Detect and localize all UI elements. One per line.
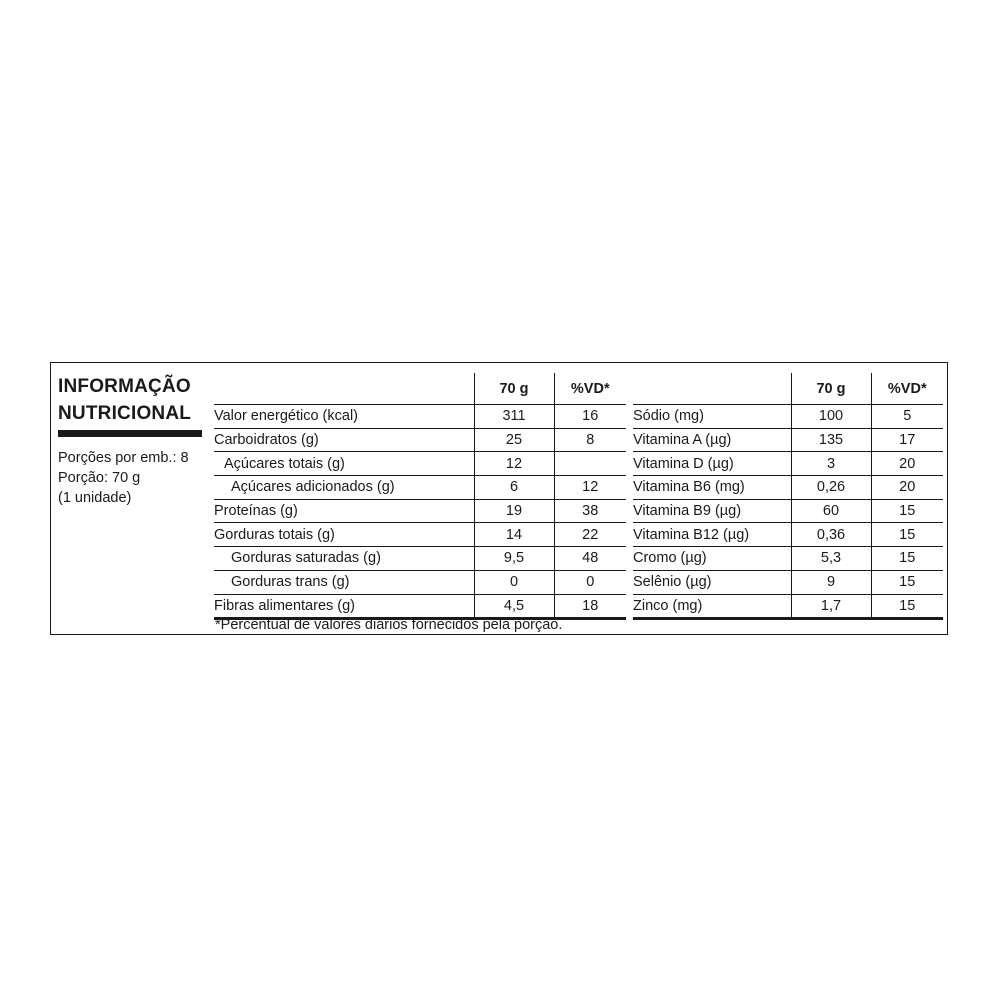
table-row [214, 499, 626, 523]
table-row [633, 428, 943, 452]
nutrient-dv: 17 [871, 428, 943, 452]
nutrient-name: Cromo (µg) [633, 547, 791, 571]
nutrient-amount: 1,7 [791, 594, 871, 619]
nutrient-dv: 15 [871, 570, 943, 594]
nutrient-amount: 60 [791, 499, 871, 523]
nutrient-amount: 135 [791, 428, 871, 452]
nutrient-name: Proteínas (g) [214, 499, 474, 523]
nutrient-name: Sódio (mg) [633, 405, 791, 429]
table-row [633, 523, 943, 547]
nutrition-title-line2: NUTRICIONAL [58, 403, 192, 424]
header-blank-cell [214, 373, 474, 405]
servings-per-package: Porções por emb.: 8 [58, 450, 189, 466]
nutrient-name: Valor energético (kcal) [214, 405, 474, 429]
nutrient-amount: 6 [474, 476, 554, 500]
nutrient-name: Selênio (µg) [633, 570, 791, 594]
nutrient-table-right [633, 373, 943, 620]
header-blank-cell [633, 373, 791, 405]
nutrient-dv: 8 [554, 428, 626, 452]
nutrient-table-left [214, 373, 626, 620]
nutrient-name: Zinco (mg) [633, 594, 791, 619]
nutrition-facts-panel [50, 362, 948, 635]
nutrient-dv: 22 [554, 523, 626, 547]
nutrient-name: Açúcares totais (g) [214, 452, 474, 476]
nutrient-amount: 9,5 [474, 547, 554, 571]
table-row [214, 428, 626, 452]
header-amount: 70 g [474, 373, 554, 405]
nutrient-dv: 0 [554, 570, 626, 594]
nutrient-dv: 18 [554, 594, 626, 619]
header-dv: %VD* [554, 373, 626, 405]
nutrient-dv: 38 [554, 499, 626, 523]
table-row [214, 452, 626, 476]
nutrient-amount: 19 [474, 499, 554, 523]
nutrient-dv: 15 [871, 594, 943, 619]
nutrient-amount: 25 [474, 428, 554, 452]
nutrient-dv [554, 452, 626, 476]
table-header-row [633, 373, 943, 405]
nutrition-header-block [58, 373, 208, 508]
nutrient-dv: 15 [871, 523, 943, 547]
table-row [214, 523, 626, 547]
nutrient-dv: 15 [871, 499, 943, 523]
nutrient-name: Vitamina B12 (µg) [633, 523, 791, 547]
table-row [633, 405, 943, 429]
serving-size: Porção: 70 g [58, 470, 141, 486]
nutrient-name: Vitamina D (µg) [633, 452, 791, 476]
nutrient-dv: 12 [554, 476, 626, 500]
nutrient-name: Gorduras trans (g) [214, 570, 474, 594]
nutrient-dv: 16 [554, 405, 626, 429]
nutrient-amount: 4,5 [474, 594, 554, 619]
nutrient-name: Gorduras saturadas (g) [214, 547, 474, 571]
serving-unit: (1 unidade) [58, 490, 132, 506]
nutrient-dv: 20 [871, 452, 943, 476]
table-row [214, 570, 626, 594]
footnote: *Percentual de valores diários fornecidos pela porção. [215, 617, 563, 633]
table-row [633, 476, 943, 500]
nutrient-name: Vitamina B9 (µg) [633, 499, 791, 523]
header-dv: %VD* [871, 373, 943, 405]
table-header-row [214, 373, 626, 405]
table-row [633, 452, 943, 476]
table-row [633, 570, 943, 594]
nutrient-dv: 5 [871, 405, 943, 429]
nutrient-dv: 48 [554, 547, 626, 571]
nutrient-amount: 0,36 [791, 523, 871, 547]
header-amount: 70 g [791, 373, 871, 405]
nutrient-amount: 5,3 [791, 547, 871, 571]
nutrient-name: Fibras alimentares (g) [214, 594, 474, 619]
nutrient-name: Vitamina B6 (mg) [633, 476, 791, 500]
nutrient-amount: 0,26 [791, 476, 871, 500]
nutrient-amount: 311 [474, 405, 554, 429]
nutrient-name: Açúcares adicionados (g) [214, 476, 474, 500]
nutrient-amount: 9 [791, 570, 871, 594]
nutrient-name: Gorduras totais (g) [214, 523, 474, 547]
nutrient-amount: 0 [474, 570, 554, 594]
title-divider-bar [58, 430, 202, 437]
nutrient-dv: 20 [871, 476, 943, 500]
table-row [633, 547, 943, 571]
nutrient-amount: 100 [791, 405, 871, 429]
table-row [633, 594, 943, 619]
table-row [633, 499, 943, 523]
nutrient-amount: 14 [474, 523, 554, 547]
nutrition-title-line1: INFORMAÇÃO [58, 376, 191, 397]
nutrient-amount: 3 [791, 452, 871, 476]
table-row [214, 405, 626, 429]
nutrient-name: Vitamina A (µg) [633, 428, 791, 452]
nutrient-dv: 15 [871, 547, 943, 571]
nutrient-amount: 12 [474, 452, 554, 476]
nutrient-name: Carboidratos (g) [214, 428, 474, 452]
table-row [214, 476, 626, 500]
table-row [214, 547, 626, 571]
